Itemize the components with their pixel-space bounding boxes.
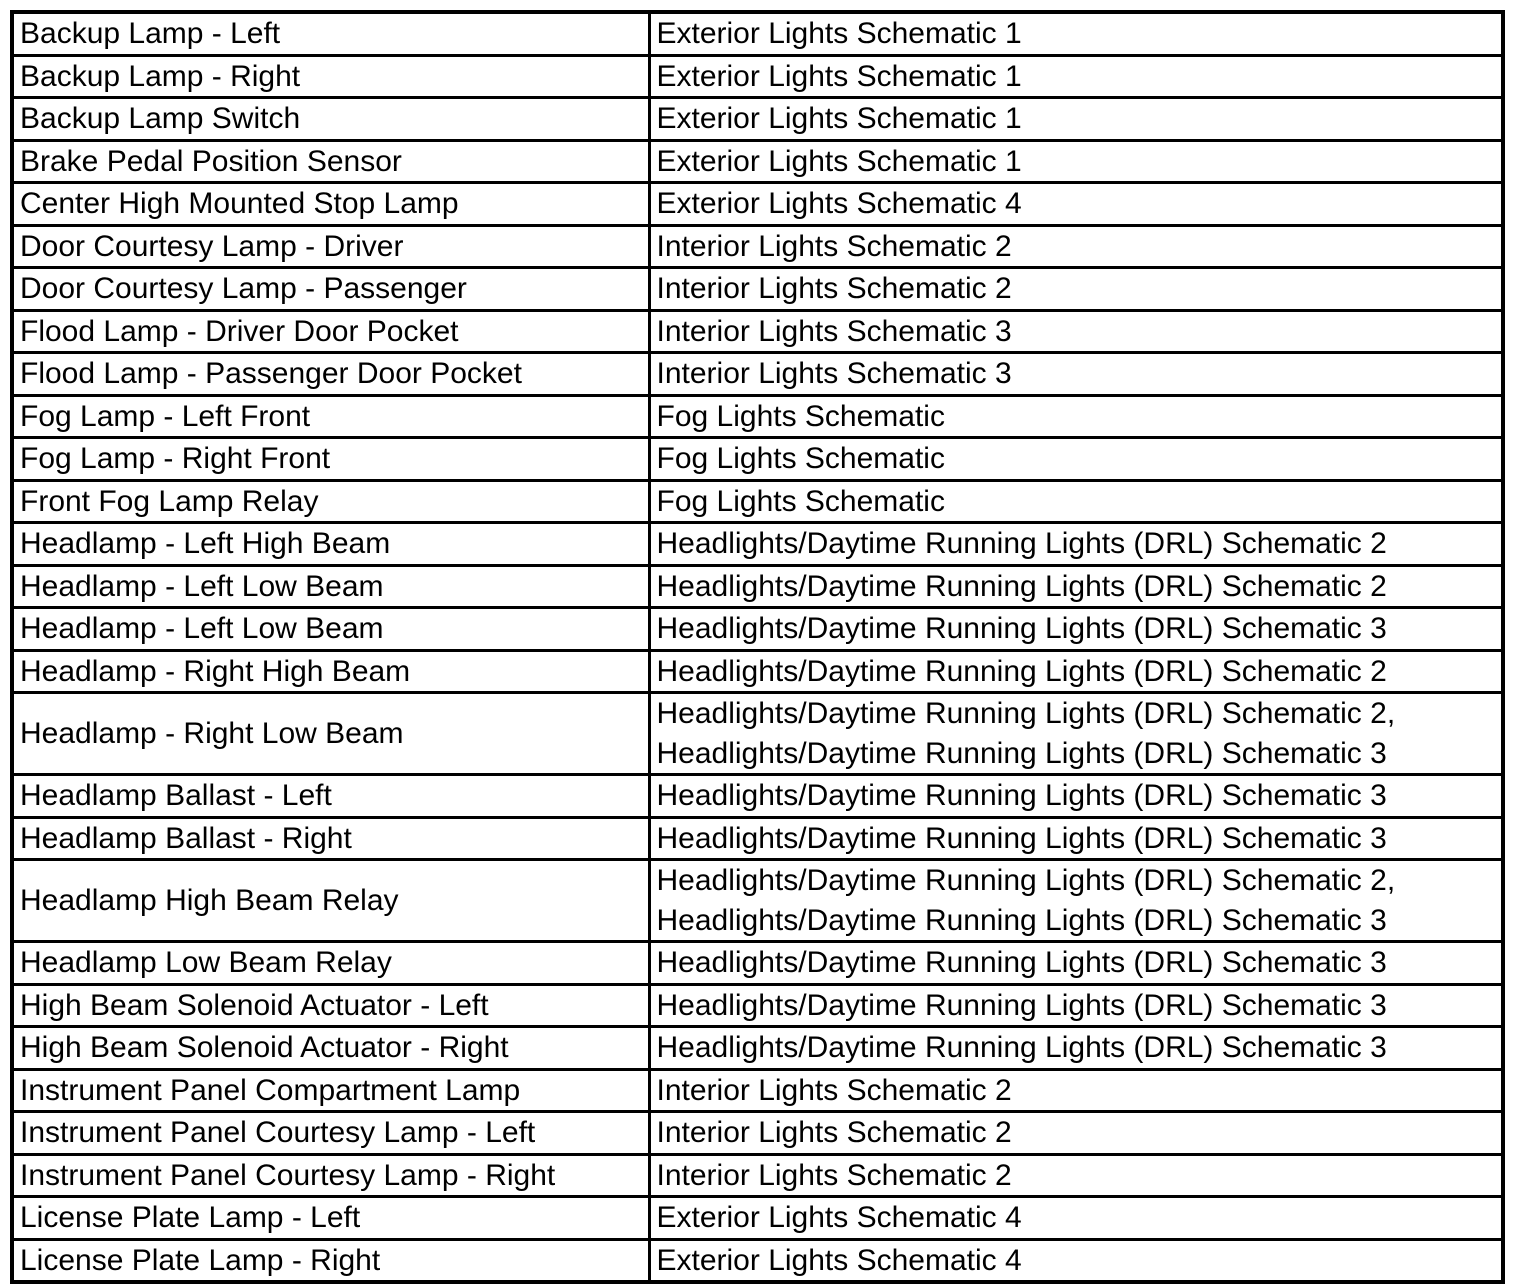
- schematic-cell: [649, 353, 1503, 396]
- schematic-reference: Headlights/Daytime Running Lights (DRL) Schematic 3: [656, 779, 1387, 812]
- component-cell: Headlamp - Left Low Beam: [12, 565, 649, 608]
- table-row: [12, 775, 1503, 818]
- table-row: [12, 1069, 1503, 1112]
- component-cell: Backup Lamp - Left: [12, 12, 649, 55]
- table-row: [12, 480, 1503, 523]
- schematic-reference: Exterior Lights Schematic 1: [656, 59, 1022, 93]
- component-cell: Door Courtesy Lamp - Passenger: [12, 268, 649, 311]
- component-cell: Door Courtesy Lamp - Driver: [12, 225, 649, 268]
- table-row: [12, 55, 1503, 98]
- component-cell: Fog Lamp - Right Front: [12, 438, 649, 481]
- table-row: [12, 1112, 1503, 1155]
- schematic-cell: [649, 523, 1503, 566]
- schematic-reference: Headlights/Daytime Running Lights (DRL) Schematic 3: [656, 1031, 1387, 1064]
- schematic-reference: Interior Lights Schematic 2: [656, 1073, 1012, 1107]
- schematic-cell: [649, 693, 1503, 775]
- schematic-reference: Fog Lights Schematic: [656, 442, 945, 475]
- component-schematic-table: [10, 10, 1505, 1284]
- schematic-cell: [649, 1154, 1503, 1197]
- schematic-cell: [649, 1197, 1503, 1240]
- component-cell: Flood Lamp - Passenger Door Pocket: [12, 353, 649, 396]
- schematic-cell: [649, 608, 1503, 651]
- table-row: [12, 98, 1503, 141]
- table-row: [12, 650, 1503, 693]
- component-cell: Center High Mounted Stop Lamp: [12, 183, 649, 226]
- schematic-reference: Interior Lights Schematic 2: [656, 229, 1012, 263]
- schematic-reference: Interior Lights Schematic 3: [656, 314, 1012, 348]
- schematic-cell: [649, 650, 1503, 693]
- component-cell: Instrument Panel Courtesy Lamp - Left: [12, 1112, 649, 1155]
- table-row: [12, 523, 1503, 566]
- component-cell: Headlamp Low Beam Relay: [12, 942, 649, 985]
- schematic-reference: Headlights/Daytime Running Lights (DRL) Schematic 2: [656, 654, 1387, 688]
- schematic-cell: [649, 438, 1503, 481]
- schematic-reference: Exterior Lights Schematic 4: [656, 187, 1022, 220]
- table-row: [12, 310, 1503, 353]
- schematic-cell: [649, 860, 1503, 942]
- schematic-reference: Headlights/Daytime Running Lights (DRL) Schematic 3: [656, 736, 1387, 770]
- schematic-cell: [649, 12, 1503, 55]
- schematic-cell: [649, 183, 1503, 226]
- schematic-reference: Interior Lights Schematic 2: [656, 1158, 1012, 1192]
- schematic-cell: [649, 565, 1503, 608]
- component-cell: Headlamp High Beam Relay: [12, 860, 649, 942]
- schematic-reference: Interior Lights Schematic 3: [656, 357, 1012, 390]
- component-cell: Headlamp - Right High Beam: [12, 650, 649, 693]
- table-row: [12, 268, 1503, 311]
- schematic-cell: [649, 310, 1503, 353]
- schematic-reference: Exterior Lights Schematic 4: [656, 1243, 1022, 1277]
- component-cell: Headlamp Ballast - Right: [12, 817, 649, 860]
- schematic-cell: [649, 1239, 1503, 1282]
- component-cell: Headlamp - Left High Beam: [12, 523, 649, 566]
- component-cell: Headlamp - Right Low Beam: [12, 693, 649, 775]
- component-cell: Flood Lamp - Driver Door Pocket: [12, 310, 649, 353]
- table-row: [12, 353, 1503, 396]
- table-row: [12, 1154, 1503, 1197]
- schematic-cell: [649, 225, 1503, 268]
- table-row: [12, 438, 1503, 481]
- table-row: [12, 984, 1503, 1027]
- table-row: [12, 817, 1503, 860]
- schematic-reference: Headlights/Daytime Running Lights (DRL) Schematic 3: [656, 612, 1387, 645]
- schematic-cell: [649, 1069, 1503, 1112]
- schematic-reference: Headlights/Daytime Running Lights (DRL) Schematic 3: [656, 988, 1387, 1022]
- table-row: [12, 942, 1503, 985]
- table-row: [12, 225, 1503, 268]
- component-cell: Backup Lamp Switch: [12, 98, 649, 141]
- schematic-cell: [649, 268, 1503, 311]
- table-row: [12, 860, 1503, 942]
- schematic-cell: [649, 98, 1503, 141]
- component-cell: Backup Lamp - Right: [12, 55, 649, 98]
- component-cell: Instrument Panel Courtesy Lamp - Right: [12, 1154, 649, 1197]
- table-row: [12, 140, 1503, 183]
- schematic-reference: Headlights/Daytime Running Lights (DRL) Schematic 3: [656, 821, 1387, 855]
- component-cell: Brake Pedal Position Sensor: [12, 140, 649, 183]
- schematic-reference: Exterior Lights Schematic 4: [656, 1201, 1022, 1234]
- component-cell: Front Fog Lamp Relay: [12, 480, 649, 523]
- schematic-reference: Headlights/Daytime Running Lights (DRL) Schematic 3: [656, 903, 1387, 937]
- schematic-cell: [649, 395, 1503, 438]
- component-cell: Instrument Panel Compartment Lamp: [12, 1069, 649, 1112]
- table-row: [12, 693, 1503, 775]
- component-cell: Headlamp Ballast - Left: [12, 775, 649, 818]
- schematic-reference: Exterior Lights Schematic 1: [656, 102, 1022, 135]
- component-cell: High Beam Solenoid Actuator - Right: [12, 1027, 649, 1070]
- component-cell: Headlamp - Left Low Beam: [12, 608, 649, 651]
- component-cell: License Plate Lamp - Left: [12, 1197, 649, 1240]
- schematic-cell: [649, 1112, 1503, 1155]
- component-cell: License Plate Lamp - Right: [12, 1239, 649, 1282]
- table-row: [12, 608, 1503, 651]
- schematic-reference: Interior Lights Schematic 2: [656, 272, 1012, 305]
- schematic-cell: [649, 480, 1503, 523]
- schematic-reference: Headlights/Daytime Running Lights (DRL) Schematic 3: [656, 946, 1387, 979]
- schematic-reference: Headlights/Daytime Running Lights (DRL) Schematic 2,: [656, 864, 1396, 897]
- table-body: [12, 12, 1503, 1282]
- component-cell: High Beam Solenoid Actuator - Left: [12, 984, 649, 1027]
- schematic-cell: [649, 55, 1503, 98]
- table-row: [12, 395, 1503, 438]
- schematic-reference: Interior Lights Schematic 2: [656, 1116, 1012, 1149]
- schematic-reference: Headlights/Daytime Running Lights (DRL) Schematic 2: [656, 527, 1387, 560]
- table-row: [12, 1027, 1503, 1070]
- table-row: [12, 1197, 1503, 1240]
- table-row: [12, 183, 1503, 226]
- schematic-cell: [649, 775, 1503, 818]
- table-row: [12, 12, 1503, 55]
- schematic-cell: [649, 942, 1503, 985]
- schematic-cell: [649, 1027, 1503, 1070]
- schematic-cell: [649, 984, 1503, 1027]
- schematic-reference: Exterior Lights Schematic 1: [656, 144, 1022, 178]
- schematic-reference: Exterior Lights Schematic 1: [656, 17, 1022, 50]
- table-row: [12, 565, 1503, 608]
- schematic-reference: Headlights/Daytime Running Lights (DRL) Schematic 2: [656, 569, 1387, 603]
- schematic-cell: [649, 817, 1503, 860]
- schematic-reference: Fog Lights Schematic: [656, 399, 945, 433]
- component-cell: Fog Lamp - Left Front: [12, 395, 649, 438]
- schematic-reference: Fog Lights Schematic: [656, 484, 945, 518]
- schematic-reference: Headlights/Daytime Running Lights (DRL) Schematic 2,: [656, 697, 1396, 730]
- schematic-cell: [649, 140, 1503, 183]
- table-row: [12, 1239, 1503, 1282]
